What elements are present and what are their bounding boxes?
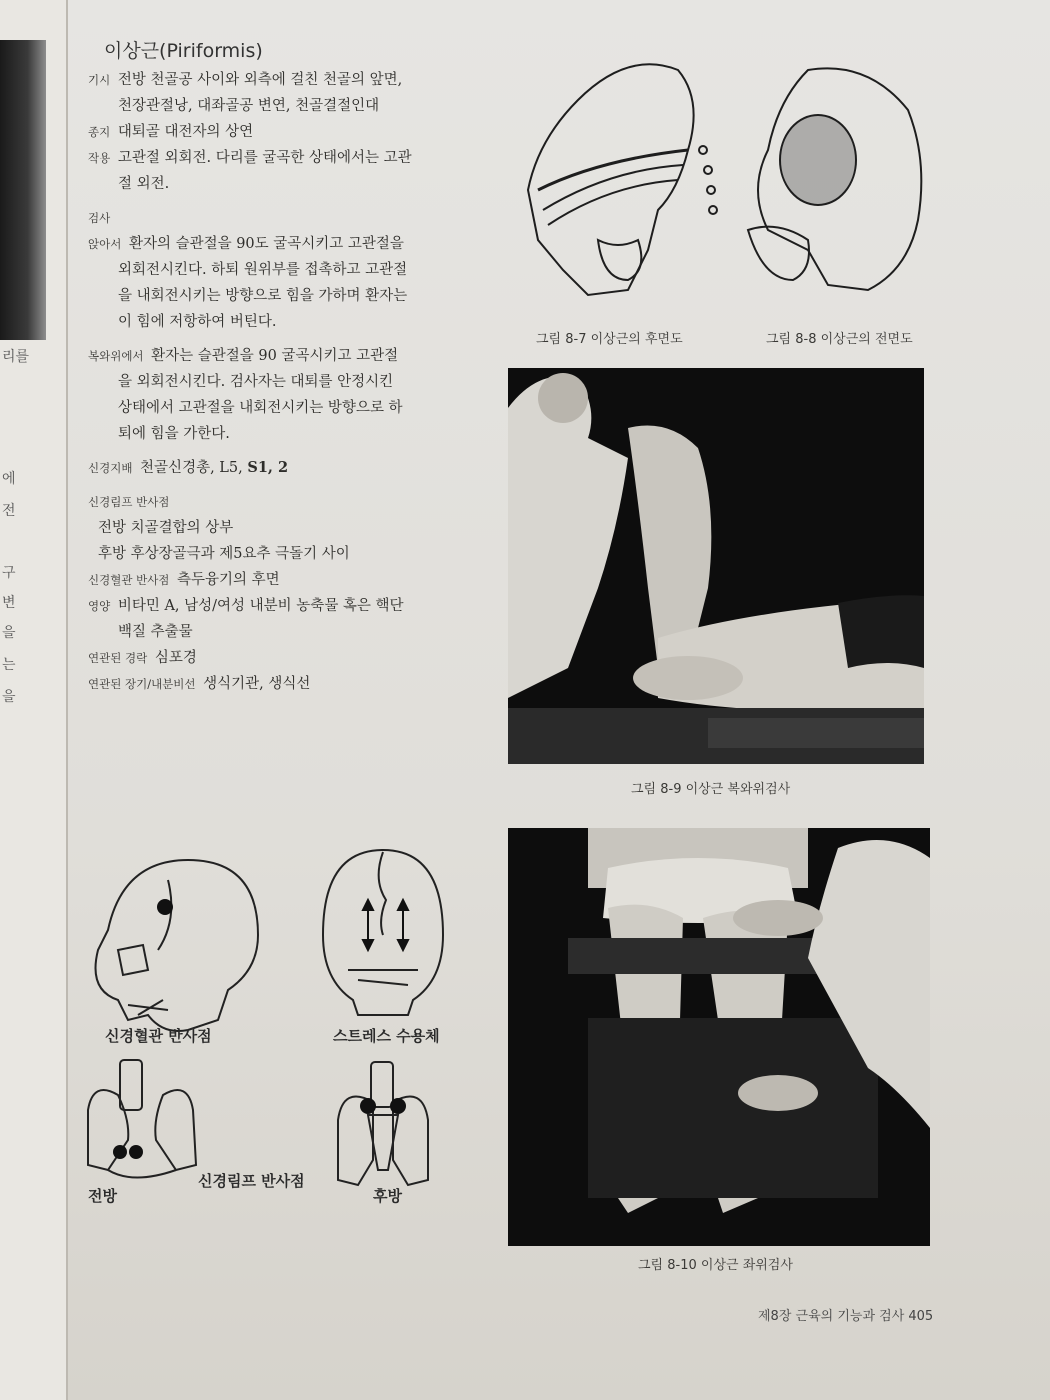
- pelvis-back-illustration: [338, 1062, 428, 1185]
- prone-test-line: 환자는 슬관절을 90 굴곡시키고 고관절: [151, 348, 399, 364]
- lymph-back-entry: [88, 541, 468, 567]
- test-heading: [88, 205, 468, 231]
- action-line: 절 외전.: [118, 176, 170, 192]
- prone-test-line: 퇴에 힘을 가한다.: [118, 426, 230, 442]
- nerve-roots: S1, 2: [247, 459, 289, 476]
- left-fragment: 구: [2, 565, 16, 581]
- seated-test-line: 환자의 슬관절을 90도 굴곡시키고 고관절을: [128, 236, 404, 252]
- lymph-front-point: [113, 1145, 127, 1159]
- nutrition-line: 백질 추출물: [118, 624, 193, 640]
- lymph-back-text: 후방 후상장골극과 제5요추 극돌기 사이: [98, 546, 350, 562]
- seated-test-cont: [88, 257, 468, 283]
- nerve-text: 천골신경총, L5,: [140, 460, 248, 476]
- vascular-text: 측두융기의 후면: [177, 572, 280, 588]
- seated-test-line: 이 힘에 저항하여 버틴다.: [118, 314, 277, 330]
- nutrition-line: 비타민 A, 남성/여성 내분비 농축물 혹은 핵단: [117, 598, 404, 614]
- nutrition-entry: [88, 593, 468, 619]
- prone-test-line: 을 외회전시킨다. 검사자는 대퇴를 안정시킨: [118, 374, 394, 390]
- insertion-entry: [88, 119, 468, 145]
- left-fragment: 을: [2, 689, 16, 705]
- prone-test-photo-content: [508, 368, 924, 764]
- action-entry: [88, 145, 468, 171]
- organ-text: 생식기관, 생식선: [203, 676, 311, 692]
- prone-test-label: 복와위에서: [88, 349, 144, 363]
- prone-test-cont: [88, 369, 468, 395]
- action-label: 작용: [88, 151, 111, 165]
- muscle-title: 이상근(Piriformis): [104, 40, 263, 62]
- nerve-entry: [88, 455, 468, 481]
- diagram-label-nv-reflex: 신경혈관 반사점: [105, 1027, 212, 1045]
- left-fragment: 전: [2, 503, 16, 519]
- vascular-entry: [88, 567, 468, 593]
- caption-fig-8-8: 그림 8-8 이상근의 전면도: [766, 332, 913, 347]
- action-entry-cont: [88, 171, 468, 197]
- diagram-label-lymph: 신경림프 반사점: [198, 1172, 305, 1190]
- caption-fig-8-9: 그림 8-9 이상근 복와위검사: [631, 782, 791, 797]
- lymph-label: 신경림프 반사점: [88, 495, 170, 509]
- seated-test-cont: [88, 283, 468, 309]
- vascular-label: 신경혈관 반사점: [88, 573, 170, 587]
- nerve-label: 신경지배: [88, 461, 133, 475]
- lymph-front-point: [129, 1145, 143, 1159]
- action-line: 고관절 외회전. 다리를 굴곡한 상태에서는 고관: [117, 150, 412, 166]
- photo-seated-test: [508, 828, 930, 1246]
- seated-test-label: 앉아서: [88, 237, 122, 251]
- left-fragment: 에: [2, 471, 16, 487]
- left-fragment: 리를: [2, 349, 30, 365]
- origin-entry-cont: [88, 93, 468, 119]
- organ-label: 연관된 장기/내분비선: [88, 677, 196, 691]
- nutrition-label: 영양: [88, 599, 111, 613]
- photo-prone-test: [508, 368, 924, 764]
- lymph-heading: [88, 489, 468, 515]
- origin-line: 전방 천골공 사이와 외측에 걸친 천골의 앞면,: [117, 72, 403, 88]
- seated-test-cont: [88, 309, 468, 335]
- pelvis-drawings: [508, 40, 948, 310]
- origin-line: 천장관절낭, 대좌골공 변연, 천골결절인대: [118, 98, 380, 114]
- insertion-line: 대퇴골 대전자의 상연: [117, 124, 254, 140]
- nutrition-cont: [88, 619, 468, 645]
- prone-test-cont: [88, 395, 468, 421]
- organ-entry: [88, 671, 468, 697]
- lymph-back-point: [360, 1098, 376, 1114]
- skull-side-illustration: [96, 860, 259, 1031]
- prone-test-cont: [88, 421, 468, 447]
- diagram-label-stress: 스트레스 수용체: [333, 1027, 440, 1045]
- test-label: 검사: [88, 211, 111, 225]
- meridian-label: 연관된 경락: [88, 651, 148, 665]
- lymph-front-entry: [88, 515, 468, 541]
- seated-test-photo-content: [508, 828, 930, 1246]
- left-fragment: 변: [2, 595, 16, 611]
- piriformis-posterior-illustration: [528, 64, 717, 295]
- origin-label: 기시: [88, 73, 111, 87]
- origin-entry: [88, 67, 468, 93]
- left-page-photo: [0, 40, 46, 340]
- insertion-label: 종지: [88, 125, 111, 139]
- seated-test-line: 외회전시킨다. 하퇴 원위부를 접촉하고 고관절: [118, 262, 408, 278]
- seated-test-entry: [88, 231, 468, 257]
- left-fragment: 는: [2, 657, 16, 673]
- text-column: [88, 36, 468, 697]
- diagram-label-back: 후방: [373, 1187, 402, 1205]
- seated-test-line: 을 내회전시키는 방향으로 힘을 가하며 환자는: [118, 288, 408, 304]
- left-page-edge: [0, 0, 68, 1400]
- skull-back-illustration: [323, 850, 443, 1015]
- diagram-label-front: 전방: [88, 1187, 117, 1205]
- lymph-front-text: 전방 치골결합의 상부: [98, 520, 234, 536]
- pelvis-front-illustration: [88, 1060, 196, 1178]
- book-page: [68, 0, 1050, 1400]
- piriformis-anterior-illustration: [748, 68, 921, 290]
- prone-test-entry: [88, 343, 468, 369]
- neurovascular-reflex-point: [157, 899, 173, 915]
- prone-test-line: 상태에서 고관절을 내회전시키는 방향으로 하: [118, 400, 403, 416]
- caption-fig-8-7: 그림 8-7 이상근의 후면도: [536, 332, 683, 347]
- page-footer: 제8장 근육의 기능과 검사 405: [758, 1309, 934, 1324]
- left-fragment: 을: [2, 625, 16, 641]
- caption-fig-8-10: 그림 8-10 이상근 좌위검사: [638, 1258, 793, 1273]
- meridian-text: 심포경: [154, 650, 197, 666]
- lymph-back-point: [390, 1098, 406, 1114]
- meridian-entry: [88, 645, 468, 671]
- stress-arrows-icon: [363, 900, 408, 950]
